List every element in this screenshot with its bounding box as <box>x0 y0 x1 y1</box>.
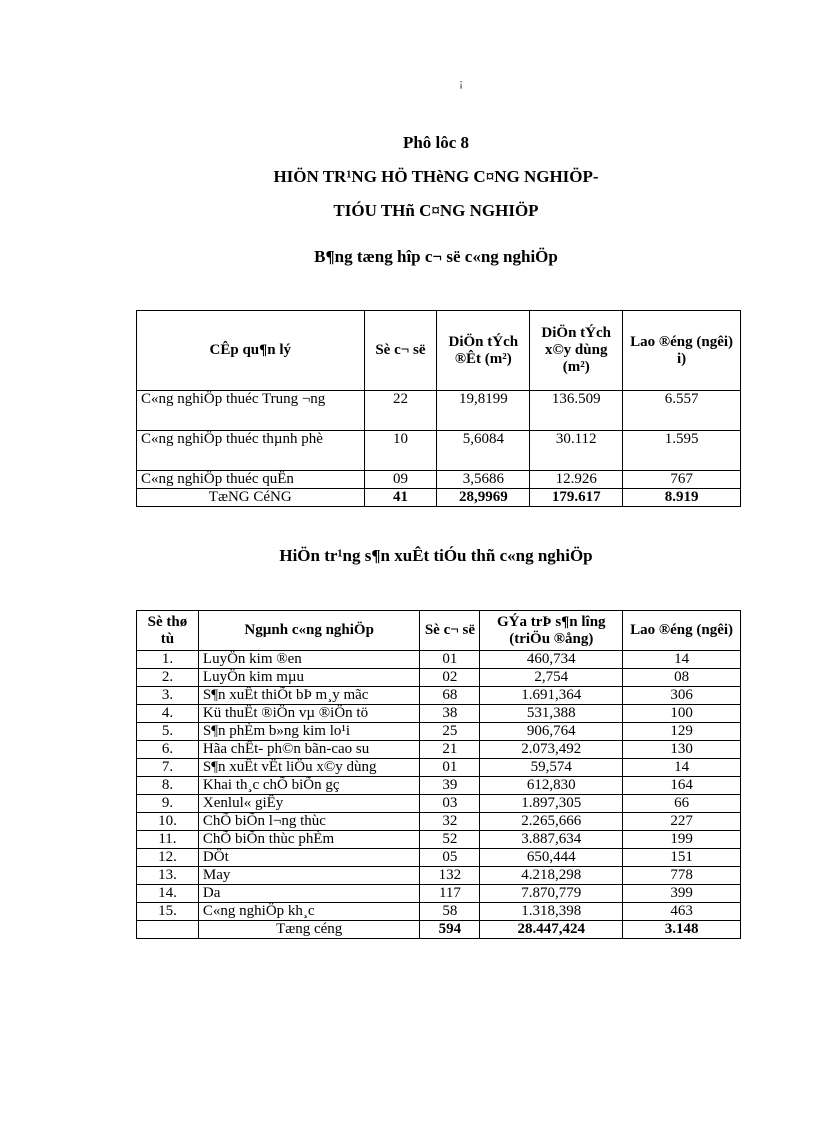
table2-title: HiÖn tr¹ng s¶n xuÊt tiÓu thñ c«ng nghiÖp <box>279 546 593 565</box>
table-cell: 7.870,779 <box>480 885 623 903</box>
table-cell: 136.509 <box>530 391 623 431</box>
table-cell: 14 <box>623 651 741 669</box>
table-row <box>137 867 741 885</box>
table-row <box>137 777 741 795</box>
table-cell: 14 <box>623 759 741 777</box>
header-cell: GÝa trÞ s¶n lîng (triÖu ®ång) <box>480 611 623 651</box>
table-cell: 199 <box>623 831 741 849</box>
table-cell: 778 <box>623 867 741 885</box>
industry-name-cell: LuyÖn kim ®en <box>198 651 420 669</box>
table-cell: 7. <box>137 759 199 777</box>
industry-name-cell: Khai th¸c chÕ biÕn gç <box>198 777 420 795</box>
table-cell: 52 <box>420 831 480 849</box>
table-cell: 09 <box>364 471 437 489</box>
industry-name-cell: C«ng nghiÖp kh¸c <box>198 903 420 921</box>
table-cell: 10. <box>137 813 199 831</box>
table-cell: 531,388 <box>480 705 623 723</box>
table-cell: 227 <box>623 813 741 831</box>
total-cell: 179.617 <box>530 489 623 507</box>
header-cell: CÊp qu¶n lý <box>137 311 365 391</box>
summary-table <box>136 310 741 507</box>
main-title-line1: HIÖN TR¹NG HÖ THèNG C¤NG NGHIÖP- <box>273 167 599 186</box>
total-cell: 594 <box>420 921 480 939</box>
table-cell: 129 <box>623 723 741 741</box>
table-cell: 1. <box>137 651 199 669</box>
table-row <box>137 705 741 723</box>
header-cell: Sè c¬ së <box>364 311 437 391</box>
table-cell: 1.595 <box>623 431 741 471</box>
table-row <box>137 391 741 431</box>
page-marker: ¡ <box>459 78 463 89</box>
table-header-row <box>137 611 741 651</box>
table-cell: 767 <box>623 471 741 489</box>
table-cell: 58 <box>420 903 480 921</box>
table-cell: 2. <box>137 669 199 687</box>
appendix-label: Phô lôc 8 <box>402 133 470 152</box>
table-cell: 1.691,364 <box>480 687 623 705</box>
table-row <box>137 687 741 705</box>
table-row <box>137 903 741 921</box>
table-cell: 463 <box>623 903 741 921</box>
industry-name-cell: Hãa chÊt- ph©n bãn-cao su <box>198 741 420 759</box>
table-row <box>137 741 741 759</box>
header-cell: Ngµnh c«ng nghiÖp <box>198 611 420 651</box>
total-cell: 28.447,424 <box>480 921 623 939</box>
table-cell: 612,830 <box>480 777 623 795</box>
production-table <box>136 610 741 939</box>
total-cell: 41 <box>364 489 437 507</box>
table-row <box>137 723 741 741</box>
industry-name-cell: DÖt <box>198 849 420 867</box>
total-cell: 28,9969 <box>437 489 530 507</box>
industry-name-cell: S¶n xuÊt thiÕt bÞ m¸y mãc <box>198 687 420 705</box>
main-title-line2: TIÓU THñ C¤NG NGHIÖP <box>333 201 539 220</box>
table-cell: 906,764 <box>480 723 623 741</box>
table-row <box>137 849 741 867</box>
table-cell: 3,5686 <box>437 471 530 489</box>
header-cell: DiÖn tÝch x©y dùng (m²) <box>530 311 623 391</box>
industry-name-cell: May <box>198 867 420 885</box>
table-row <box>137 885 741 903</box>
table-cell: 2.073,492 <box>480 741 623 759</box>
table-cell: 32 <box>420 813 480 831</box>
table-cell: 30.112 <box>530 431 623 471</box>
table-cell: 03 <box>420 795 480 813</box>
table-cell: 8. <box>137 777 199 795</box>
industry-name-cell: Kü thuËt ®iÖn vµ ®iÖn tö <box>198 705 420 723</box>
table-row <box>137 651 741 669</box>
total-row <box>137 489 741 507</box>
industry-name-cell: ChÕ biÕn l¬ng thùc <box>198 813 420 831</box>
table-cell: 66 <box>623 795 741 813</box>
table-cell: 399 <box>623 885 741 903</box>
table-cell: 12. <box>137 849 199 867</box>
table-cell: 130 <box>623 741 741 759</box>
table-cell: 19,8199 <box>437 391 530 431</box>
table1-title: B¶ng tæng hîp c¬ së c«ng nghiÖp <box>314 247 558 266</box>
table-row <box>137 759 741 777</box>
table-cell: 10 <box>364 431 437 471</box>
industry-name-cell: S¶n xuÊt vËt liÖu x©y dùng <box>198 759 420 777</box>
table-cell: 6.557 <box>623 391 741 431</box>
table-cell: 11. <box>137 831 199 849</box>
table-cell: 08 <box>623 669 741 687</box>
table-cell: 13. <box>137 867 199 885</box>
total-cell <box>137 921 199 939</box>
total-cell: 8.919 <box>623 489 741 507</box>
table-cell: 2.265,666 <box>480 813 623 831</box>
table-cell: 05 <box>420 849 480 867</box>
table-cell: 151 <box>623 849 741 867</box>
table-cell: 22 <box>364 391 437 431</box>
industry-name-cell: S¶n phÈm b»ng kim lo¹i <box>198 723 420 741</box>
table-cell: 01 <box>420 651 480 669</box>
table-cell: 4. <box>137 705 199 723</box>
table-row <box>137 813 741 831</box>
table-cell: 650,444 <box>480 849 623 867</box>
table-cell: 59,574 <box>480 759 623 777</box>
table-cell: 460,734 <box>480 651 623 669</box>
table-cell: C«ng nghiÖp thuéc Trung ¬ng <box>137 391 365 431</box>
table-cell: 14. <box>137 885 199 903</box>
table-cell: 12.926 <box>530 471 623 489</box>
table-row <box>137 471 741 489</box>
table-cell: 1.318,398 <box>480 903 623 921</box>
total-label: TæNG CéNG <box>137 489 365 507</box>
table-cell: 306 <box>623 687 741 705</box>
table-cell: 3. <box>137 687 199 705</box>
total-cell: 3.148 <box>623 921 741 939</box>
table-cell: 39 <box>420 777 480 795</box>
table-cell: 132 <box>420 867 480 885</box>
table-cell: 25 <box>420 723 480 741</box>
table-cell: 9. <box>137 795 199 813</box>
total-label: Tæng céng <box>198 921 420 939</box>
total-row <box>137 921 741 939</box>
industry-name-cell: Da <box>198 885 420 903</box>
header-cell: DiÖn tÝch ®Êt (m²) <box>437 311 530 391</box>
table-cell: C«ng nghiÖp thuéc thµnh phè <box>137 431 365 471</box>
table-cell: 1.897,305 <box>480 795 623 813</box>
table-cell: 6. <box>137 741 199 759</box>
header-cell: Lao ®éng (ngêi) <box>623 611 741 651</box>
industry-name-cell: Xenlul« giÊy <box>198 795 420 813</box>
table-cell: C«ng nghiÖp thuéc quËn <box>137 471 365 489</box>
table-cell: 68 <box>420 687 480 705</box>
header-cell: Sè c¬ së <box>420 611 480 651</box>
table-row <box>137 831 741 849</box>
table-cell: 4.218,298 <box>480 867 623 885</box>
table-cell: 164 <box>623 777 741 795</box>
table-header-row <box>137 311 741 391</box>
table-row <box>137 431 741 471</box>
header-cell: Sè thø tù <box>137 611 199 651</box>
table-cell: 117 <box>420 885 480 903</box>
table-cell: 15. <box>137 903 199 921</box>
table-cell: 5,6084 <box>437 431 530 471</box>
table-cell: 100 <box>623 705 741 723</box>
table-cell: 2,754 <box>480 669 623 687</box>
table-cell: 38 <box>420 705 480 723</box>
industry-name-cell: LuyÖn kim mµu <box>198 669 420 687</box>
table-cell: 02 <box>420 669 480 687</box>
table-cell: 3.887,634 <box>480 831 623 849</box>
table-row <box>137 669 741 687</box>
header-cell: Lao ®éng (ngêi) i) <box>623 311 741 391</box>
table-cell: 01 <box>420 759 480 777</box>
table-cell: 21 <box>420 741 480 759</box>
table-cell: 5. <box>137 723 199 741</box>
industry-name-cell: ChÕ biÕn thùc phÈm <box>198 831 420 849</box>
table-row <box>137 795 741 813</box>
